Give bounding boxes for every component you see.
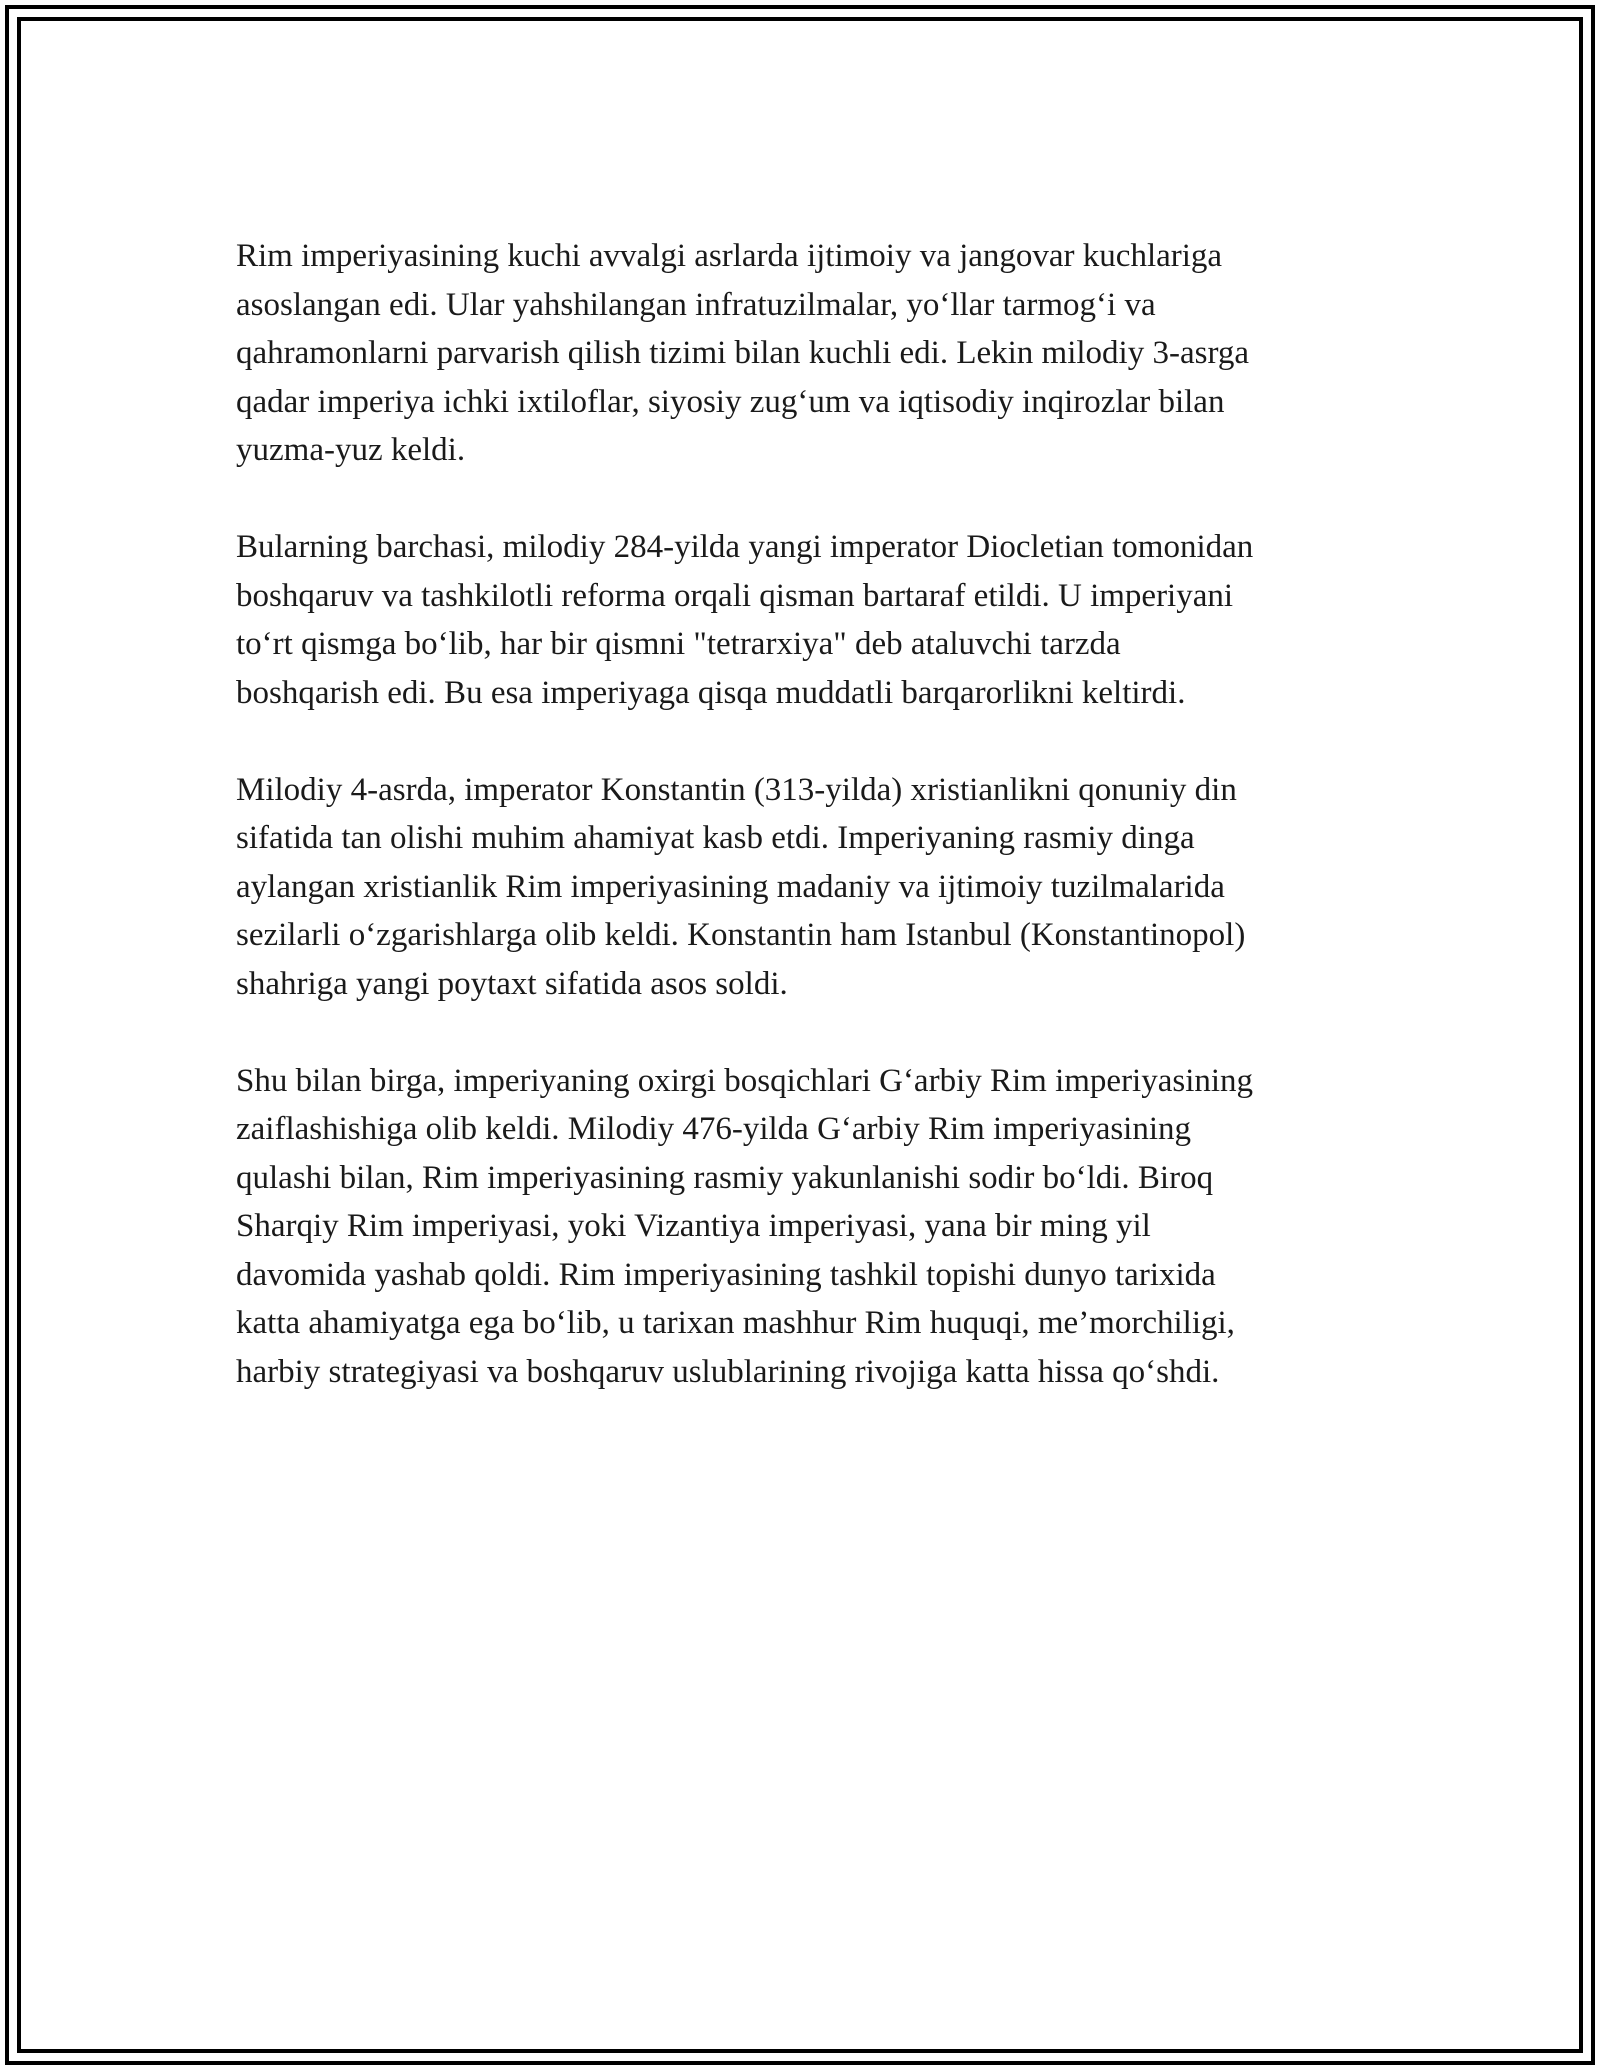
- text-line: boshqarish edi. Bu esa imperiyaga qisqa muddatli barqarorlikni keltirdi.: [236, 674, 1186, 711]
- text-line: aylangan xristianlik Rim imperiyasining madaniy va ijtimoiy tuzilmalarida: [236, 868, 1225, 905]
- text-line: davomida yashab qoldi. Rim imperiyasining tashkil topishi dunyo tarixida: [236, 1256, 1216, 1293]
- text-line: sifatida tan olishi muhim ahamiyat kasb etdi. Imperiyaning rasmiy dinga: [236, 820, 1195, 856]
- text-line: Rim imperiyasining kuchi avvalgi asrlarda ijtimoiy va jangovar kuchlariga: [236, 238, 1223, 274]
- text-line: yuzma-yuz keldi.: [236, 432, 466, 468]
- text-line: zaiflashishiga olib keldi. Milodiy 476-yilda G‘arbiy Rim imperiyasining: [236, 1111, 1192, 1147]
- text-line: Bularning barchasi, milodiy 284-yilda yangi imperator Diocletian tomonidan: [236, 529, 1254, 565]
- text-line: asoslangan edi. Ular yahshilangan infratuzilmalar, yo‘llar tarmog‘i va: [236, 286, 1156, 323]
- paragraph: [236, 766, 1386, 1009]
- text-line: Shu bilan birga, imperiyaning oxirgi bosqichlari G‘arbiy Rim imperiyasining: [236, 1062, 1254, 1099]
- text-line: qulashi bilan, Rim imperiyasining rasmiy yakunlanishi sodir bo‘ldi. Biroq: [236, 1159, 1214, 1196]
- text-line: boshqaruv va tashkilotli reforma orqali qisman bartaraf etildi. U imperiyani: [236, 577, 1234, 614]
- text-line: sezilarli o‘zgarishlarga olib keldi. Konstantin ham Istanbul (Konstantinopol): [236, 917, 1246, 953]
- text-line: to‘rt qismga bo‘lib, har bir qismni "tetrarxiya" deb ataluvchi tarzda: [236, 626, 1121, 662]
- text-line: katta ahamiyatga ega bo‘lib, u tarixan mashhur Rim huquqi, me’morchiligi,: [236, 1305, 1235, 1341]
- paragraph: [236, 1057, 1386, 1397]
- text-line: Milodiy 4-asrda, imperator Konstantin (313-yilda) xristianlikni qonuniy din: [236, 771, 1237, 808]
- paragraph: [236, 232, 1386, 475]
- text-line: qadar imperiya ichki ixtiloflar, siyosiy zug‘um va iqtisodiy inqirozlar bilan: [236, 383, 1225, 420]
- document-body: [236, 232, 1386, 1445]
- text-line: Sharqiy Rim imperiyasi, yoki Vizantiya imperiyasi, yana bir ming yil: [236, 1208, 1151, 1244]
- text-line: harbiy strategiyasi va boshqaruv uslublarining rivojiga katta hissa qo‘shdi.: [236, 1353, 1220, 1390]
- paragraph: [236, 523, 1386, 717]
- text-line: shahriga yangi poytaxt sifatida asos soldi.: [236, 965, 788, 1002]
- text-line: qahramonlarni parvarish qilish tizimi bilan kuchli edi. Lekin milodiy 3-asrga: [236, 335, 1249, 371]
